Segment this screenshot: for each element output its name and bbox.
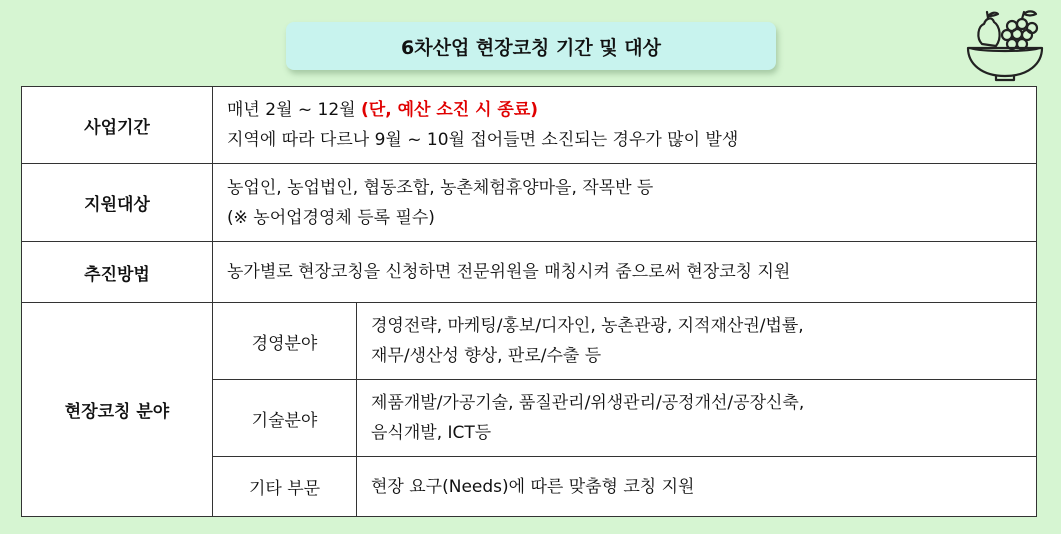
field-label-technology: 기술분야 — [213, 380, 357, 457]
management-line-1: 경영전략, 마케팅/홍보/디자인, 농촌관광, 지적재산권/법률, — [371, 316, 804, 336]
period-line-1 — [227, 95, 1022, 125]
period-note: (단, 예산 소진 시 종료) — [361, 100, 539, 120]
other-line-1: 현장 요구(Needs)에 따른 맞춤형 코칭 지원 — [371, 476, 695, 497]
table-row — [22, 87, 1037, 164]
period-text: 매년 2월 ~ 12월 — [227, 100, 361, 120]
field-content-management — [357, 303, 1037, 380]
technology-line-1: 제품개발/가공기술, 품질관리/위생관리/공정개선/공장신축, — [371, 393, 805, 413]
management-line-2: 재무/생산성 향상, 판로/수출 등 — [371, 346, 602, 366]
row-header-target: 지원대상 — [22, 164, 213, 242]
row-content-target — [213, 164, 1037, 242]
field-content-technology — [357, 380, 1037, 457]
page-title-box — [286, 22, 776, 70]
info-table — [21, 86, 1037, 517]
fruit-bowl-icon — [962, 4, 1048, 82]
table-row — [22, 242, 1037, 303]
row-header-period: 사업기간 — [22, 87, 213, 164]
page-title: 6차산업 현장코칭 기간 및 대상 — [401, 36, 661, 59]
method-line-1: 농가별로 현장코칭을 신청하면 전문위원을 매칭시켜 줌으로써 현장코칭 지원 — [227, 262, 791, 282]
field-label-management: 경영분야 — [213, 303, 357, 380]
target-line-1: 농업인, 농업법인, 협동조합, 농촌체험휴양마을, 작목반 등 — [227, 177, 654, 198]
row-header-method: 추진방법 — [22, 242, 213, 303]
row-content-period — [213, 87, 1037, 164]
field-content-other — [357, 457, 1037, 517]
row-content-method — [213, 242, 1037, 303]
field-label-other: 기타 부문 — [213, 457, 357, 517]
table-row — [22, 164, 1037, 242]
table-row — [22, 303, 1037, 380]
technology-line-2: 음식개발, ICT등 — [371, 423, 492, 443]
period-line-2: 지역에 따라 다르나 9월 ~ 10월 접어들면 소진되는 경우가 많이 발생 — [227, 130, 739, 150]
target-line-2: (※ 농어업경영체 등록 필수) — [227, 207, 435, 228]
row-header-fields: 현장코칭 분야 — [22, 303, 213, 517]
